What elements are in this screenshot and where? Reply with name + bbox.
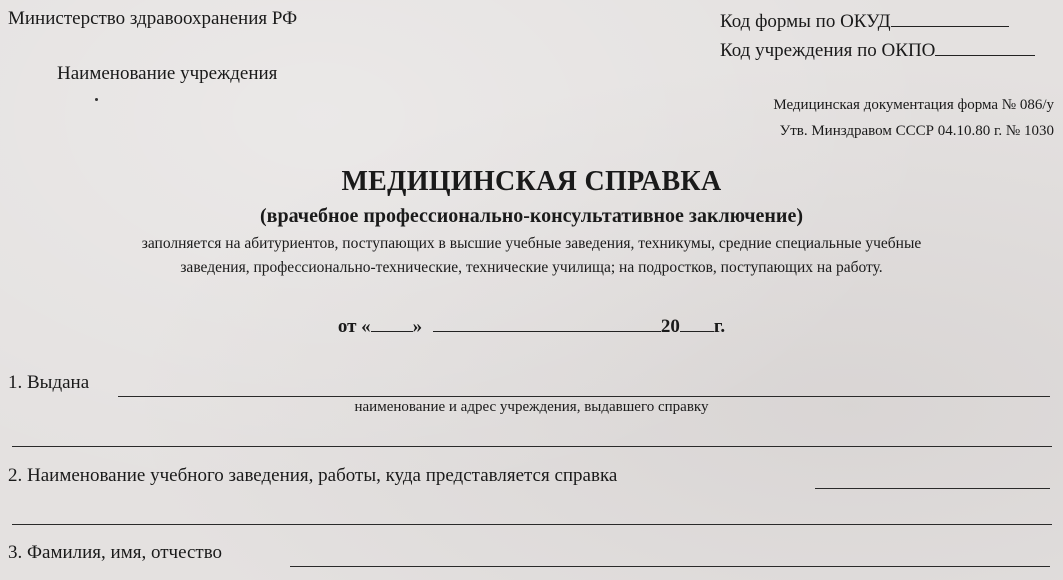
item-1-label: 1. Выдана xyxy=(8,372,90,393)
form-number: Медицинская документация форма № 086/у xyxy=(773,97,1054,113)
okud-code-field[interactable] xyxy=(891,8,1009,27)
ministry-name: Министерство здравоохранения РФ xyxy=(8,8,298,29)
year-field[interactable] xyxy=(680,313,714,332)
description-line-1: заполняется на абитуриентов, поступающих в высшие учебные заведения, техникумы, средние специальные учебные xyxy=(141,235,922,252)
ink-dot xyxy=(95,98,98,101)
document-subtitle: (врачебное профессионально-консультативное заключение) xyxy=(260,205,803,227)
issue-date-row xyxy=(0,313,1063,338)
item-1-field[interactable] xyxy=(118,396,1050,397)
item-2-label: 2. Наименование учебного заведения, работы, куда представляется справка xyxy=(8,465,618,486)
okpo-code-row xyxy=(720,37,1035,62)
okpo-code-field[interactable] xyxy=(935,37,1035,56)
year-prefix: 20 xyxy=(660,316,680,337)
okud-label: Код формы по ОКУД xyxy=(720,11,891,32)
okpo-label: Код учреждения по ОКПО xyxy=(720,40,936,61)
institution-label: Наименование учреждения xyxy=(57,63,278,84)
day-field[interactable] xyxy=(371,313,413,332)
approval-note: Утв. Минздравом СССР 04.10.80 г. № 1030 xyxy=(779,123,1054,139)
description-line-2: заведения, профессионально-технические, технические училища; на подростков, поступающих на работу. xyxy=(180,259,883,276)
item-2-field[interactable] xyxy=(815,488,1050,489)
item-3-field[interactable] xyxy=(290,566,1050,567)
document-title: МЕДИЦИНСКАЯ СПРАВКА xyxy=(341,166,722,197)
date-prefix: от « xyxy=(337,316,371,337)
date-quote-close: » xyxy=(412,316,423,337)
item-1-field-continuation[interactable] xyxy=(12,446,1052,447)
year-suffix: г. xyxy=(713,316,726,337)
item-2-field-continuation[interactable] xyxy=(12,524,1052,525)
item-3-label: 3. Фамилия, имя, отчество xyxy=(8,542,223,563)
item-1-caption: наименование и адрес учреждения, выдавшего справку xyxy=(354,399,709,415)
okud-code-row xyxy=(720,8,1009,33)
month-field[interactable] xyxy=(433,313,661,332)
